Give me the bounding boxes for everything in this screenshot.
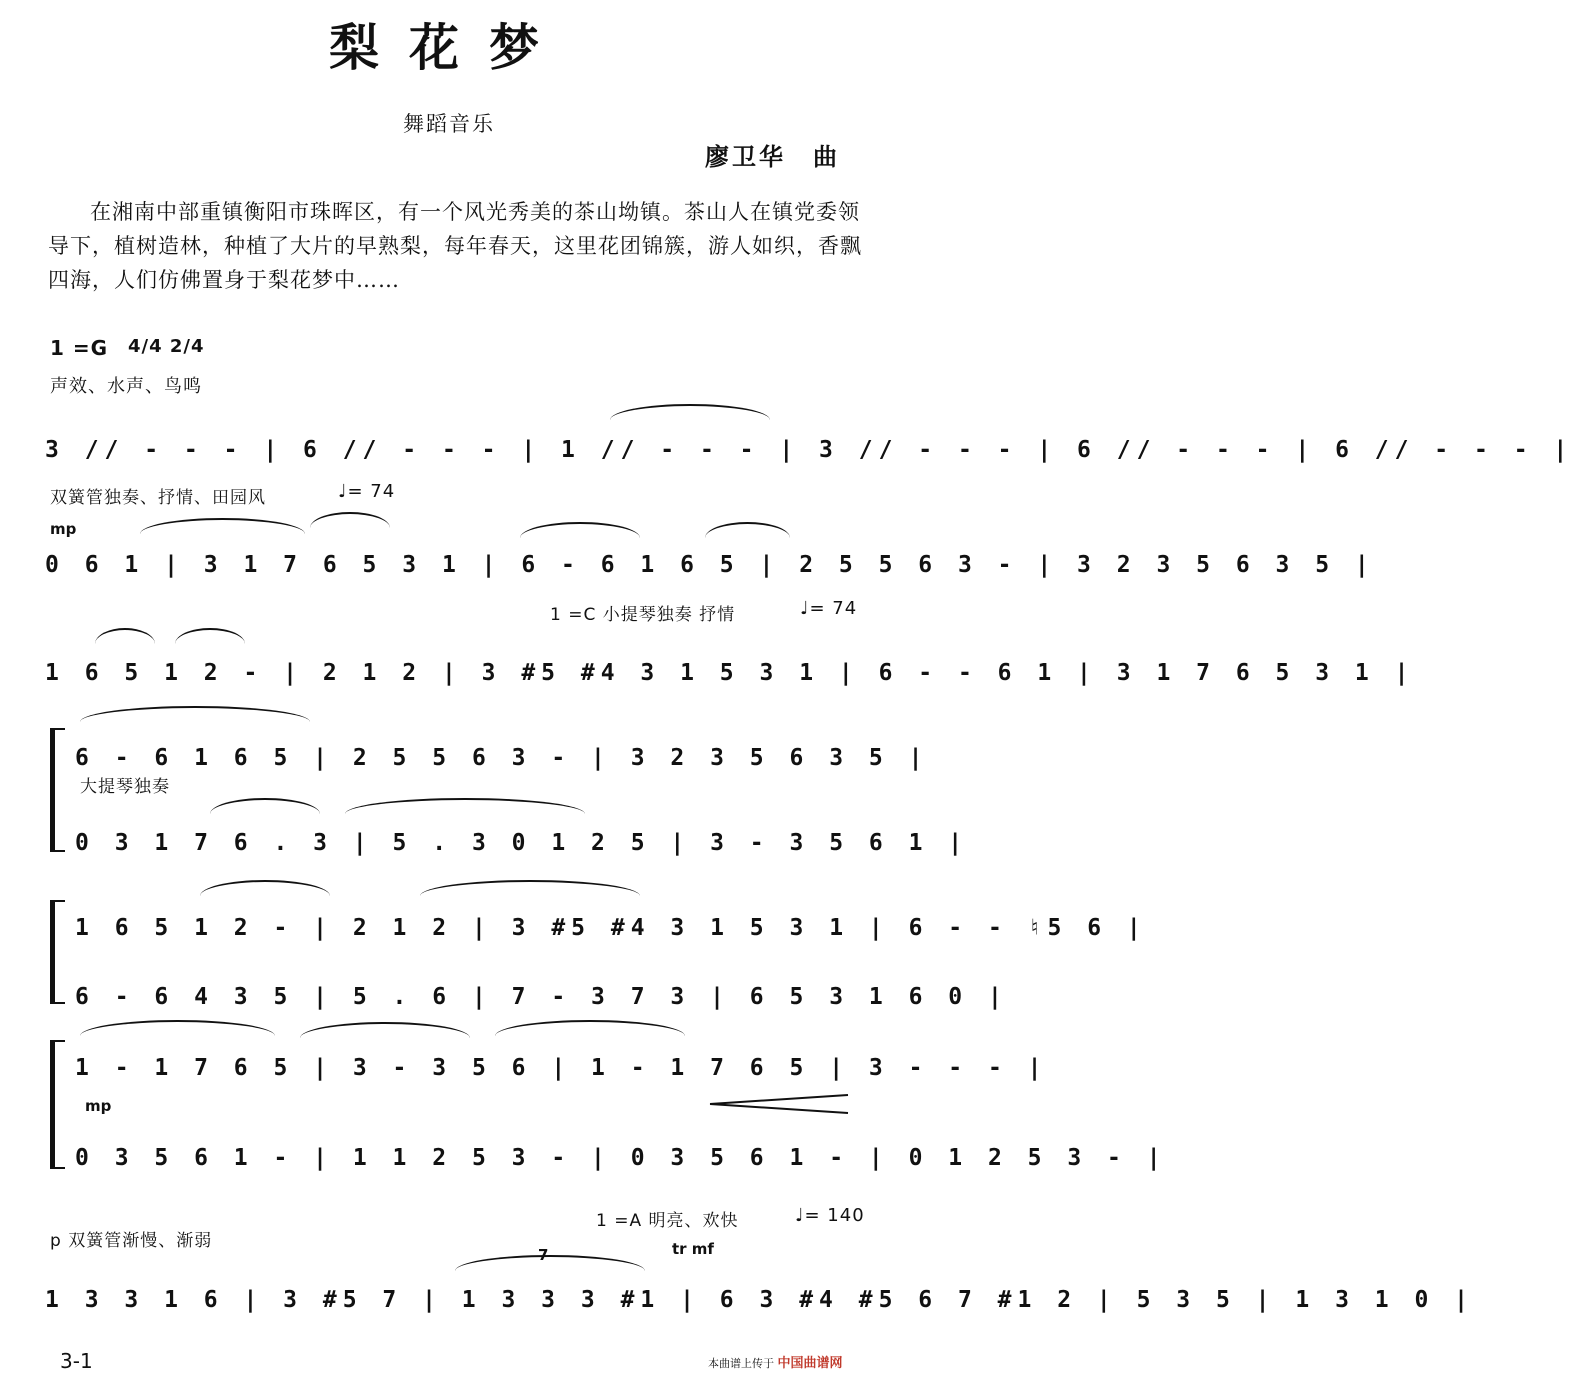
tempo-1: ♩= 74	[338, 481, 396, 502]
slur	[420, 880, 640, 896]
tempo-3: ♩= 140	[795, 1205, 865, 1226]
tuplet-number: 7	[538, 1246, 549, 1264]
cello-label: 大提琴独奏	[80, 777, 170, 797]
staff-row-10	[45, 1275, 1474, 1335]
staff-row-6	[45, 903, 1147, 963]
staff-notes: 1 6 5 1 2 - | 2 1 2 | 3 #5 #4 3 1 5 3 1 | 6 - - ♮5 6 |	[75, 915, 1147, 941]
slur	[310, 512, 390, 528]
dynamic-mp: mp	[50, 520, 77, 538]
time-signature: 4/4 2/4	[128, 336, 205, 357]
slur	[455, 1255, 645, 1271]
key-signature: 1 =G	[50, 336, 109, 360]
staff-notes: 6 - 6 4 3 5 | 5 . 6 | 7 - 3 7 3 | 6 5 3 1 6 0 |	[75, 984, 1008, 1010]
intro-text: 在湘南中部重镇衡阳市珠晖区，有一个风光秀美的茶山坳镇。茶山人在镇党委领导下，植树造林，种植了大片的早熟梨，每年春天，这里花团锦簇，游人如织，香飘四海，人们仿佛置身于梨花梦中……	[48, 200, 862, 292]
slur	[175, 628, 245, 644]
page-title: 梨花梦	[329, 18, 569, 77]
staff-notes: 1 6 5 1 2 - | 2 1 2 | 3 #5 #4 3 1 5 3 1 | 6 - - 6 1 | 3 1 7 6 5 3 1 |	[45, 660, 1415, 686]
staff-row-3	[45, 648, 1415, 708]
staff-notes: 6 - 6 1 6 5 | 2 5 5 6 3 - | 3 2 3 5 6 3 5 |	[75, 745, 929, 771]
slur	[210, 798, 320, 814]
subtitle: 舞蹈音乐	[403, 112, 495, 136]
staff-notes: 0 6 1 | 3 1 7 6 5 3 1 | 6 - 6 1 6 5 | 2 5 5 6 3 - | 3 2 3 5 6 3 5 |	[45, 552, 1375, 578]
section-1-label: 双簧管独奏、抒情、田园风	[50, 488, 266, 508]
page-number: 3-1	[60, 1349, 93, 1373]
section-4-label: 1 =A 明亮、欢快	[596, 1211, 739, 1231]
staff-notes: 0 3 5 6 1 - | 1 1 2 5 3 - | 0 3 5 6 1 - | 0 1 2 5 3 - |	[75, 1145, 1167, 1171]
staff-notes: 1 - 1 7 6 5 | 3 - 3 5 6 | 1 - 1 7 6 5 | 3 - - - |	[75, 1055, 1048, 1081]
staff-notes: 0 3 1 7 6 . 3 | 5 . 3 0 1 2 5 | 3 - 3 5 6 1 |	[75, 830, 969, 856]
staff-notes: 3 // - - - | 6 // - - - | 1 // - - - | 3 // - - - | 6 // - - - | 6 // - - - |	[45, 437, 1573, 463]
staff-notes: 1 3 3 1 6 | 3 #5 7 | 1 3 3 3 #1 | 6 3 #4 #5 6 7 #1 2 | 5 3 5 | 1 3 1 0 |	[45, 1287, 1474, 1313]
section-2-label: 1 =C 小提琴独奏 抒情	[550, 605, 736, 625]
slur	[345, 798, 585, 814]
source-text: 本曲谱上传于	[708, 1357, 774, 1370]
trill-dynamic: tr mf	[672, 1240, 714, 1258]
slur	[610, 404, 770, 420]
slur	[705, 522, 790, 538]
slur	[520, 522, 640, 538]
staff-row-1	[45, 425, 1573, 485]
effects-label: 声效、水声、鸟鸣	[50, 376, 202, 397]
staff-row-9	[45, 1133, 1167, 1193]
composer-credit: 廖卫华 曲	[705, 143, 840, 171]
staff-row-5	[45, 818, 969, 878]
crescendo-hairpin	[710, 1092, 850, 1116]
section-3-label: p 双簧管渐慢、渐弱	[50, 1231, 213, 1251]
source-note	[708, 1352, 843, 1371]
intro-paragraph	[48, 195, 878, 297]
dynamic-mp: mp	[85, 1097, 112, 1115]
slur	[95, 628, 155, 644]
slur	[140, 518, 305, 534]
staff-row-2	[45, 540, 1375, 600]
slur	[200, 880, 330, 896]
slur	[80, 706, 310, 722]
tempo-2: ♩= 74	[800, 598, 858, 619]
source-site[interactable]: 中国曲谱网	[777, 1356, 843, 1371]
